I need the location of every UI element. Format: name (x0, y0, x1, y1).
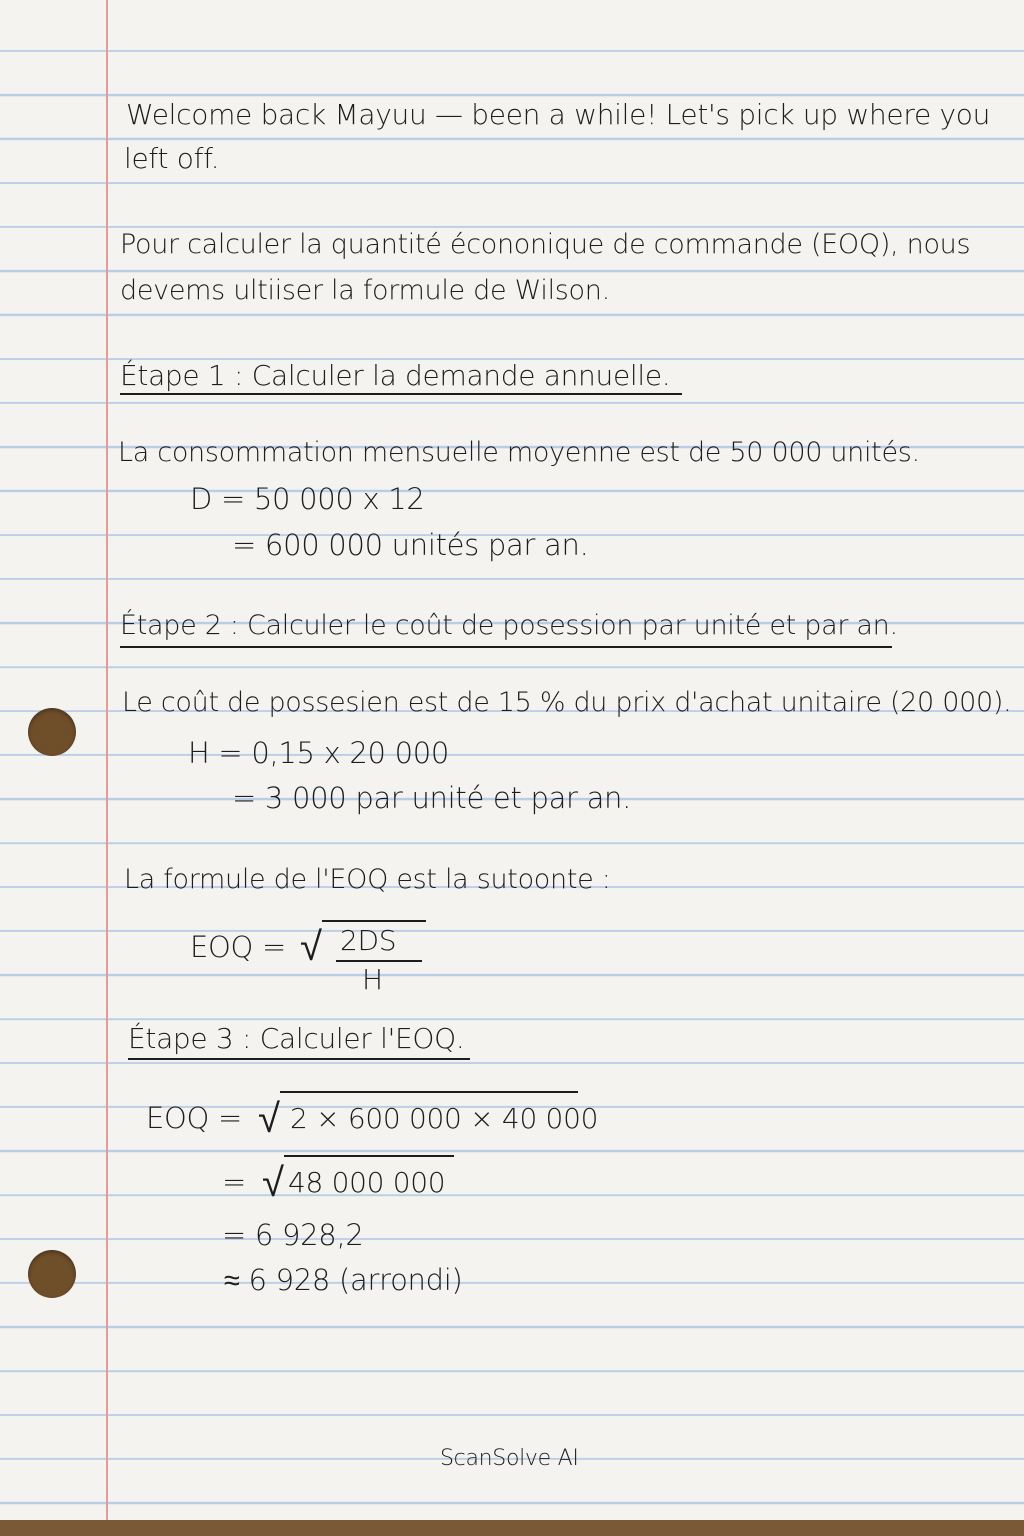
step1-eq-1: D = 50 000 x 12 (190, 482, 425, 516)
step2-heading-underline (120, 646, 892, 648)
formula-denominator: H (362, 963, 383, 996)
footer-watermark: ScanSolve AI (440, 1446, 579, 1471)
step2-text: Le coût de possesien est de 15 % du prix d'achat unitaire (20 000). (122, 687, 1012, 718)
para-line-1: Pour calculer la quantité écononique de commande (EOQ), nous (120, 229, 971, 260)
formula-lhs: EOQ = (190, 930, 286, 964)
formula-numerator: 2DS (340, 924, 397, 957)
step3-eq2-radicand: 48 000 000 (288, 1166, 446, 1199)
para-line-2: devems ultiiser la formule de Wilson. (120, 275, 610, 306)
step3-eq2-lhs: = (222, 1165, 246, 1199)
step3-eq1-radicand: 2 × 600 000 × 40 000 (290, 1102, 599, 1135)
step3-eq3: = 6 928,2 (222, 1218, 364, 1252)
step3-eq1-radical-bar (280, 1091, 578, 1093)
intro-line-1: Welcome back Mayuu — been a while! Let's pick up where you (126, 98, 991, 131)
step2-eq-1: H = 0,15 x 20 000 (188, 736, 450, 770)
step1-eq-2: = 600 000 unités par an. (232, 528, 589, 562)
step1-heading-underline (120, 393, 682, 395)
punch-hole-top (28, 708, 76, 756)
step3-eq1-lhs: EOQ = (146, 1101, 242, 1135)
step3-eq2-sqrt-symbol: √ (262, 1160, 284, 1206)
formula-sqrt-symbol: √ (300, 924, 322, 970)
punch-hole-bottom (28, 1250, 76, 1298)
step3-eq1-sqrt-symbol: √ (258, 1096, 280, 1142)
step2-eq-2: = 3 000 par unité et par an. (232, 781, 632, 815)
margin-line (106, 0, 108, 1520)
step1-heading: Étape 1 : Calculer la demande annuelle. (120, 359, 671, 392)
step2-heading: Étape 2 : Calculer le coût de posession par unité et par an. (120, 610, 898, 641)
step3-heading: Étape 3 : Calculer l'EOQ. (128, 1022, 465, 1055)
step3-heading-underline (128, 1058, 470, 1060)
formula-intro: La formule de l'EOQ est la sutoonte : (124, 864, 611, 895)
formula-fraction-bar (336, 960, 422, 962)
intro-line-2: left off. (124, 142, 220, 175)
step3-eq2-radical-bar (284, 1155, 454, 1157)
step3-eq4: ≈ 6 928 (arrondi) (224, 1263, 463, 1297)
formula-radical-bar (322, 920, 426, 922)
step1-text: La consommation mensuelle moyenne est de 50 000 unités. (118, 437, 920, 468)
